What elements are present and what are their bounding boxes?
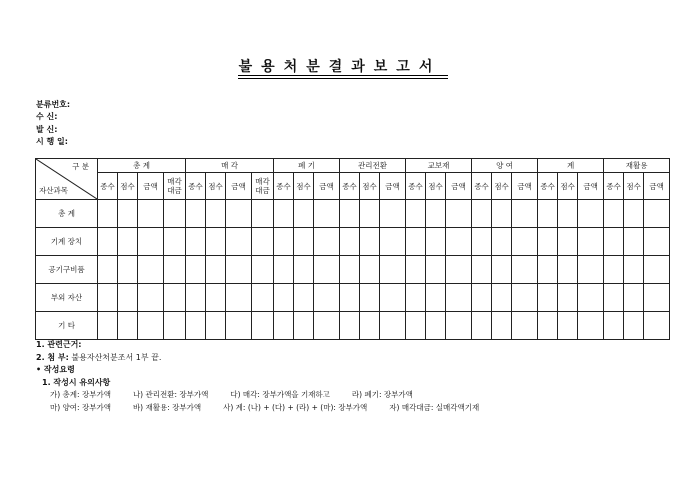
sub-header: 종수: [472, 173, 492, 200]
corner-bottom-label: 자산과목: [39, 186, 68, 195]
row-label: 부외 자산: [36, 284, 98, 312]
title-underline: [238, 75, 448, 76]
row-label: 공기구비품: [36, 256, 98, 284]
group-header: 양 여: [472, 159, 538, 173]
guide-item: 사) 계: (나) + (다) + (라) + (마): 장부가액: [223, 402, 368, 412]
table-row: [36, 312, 670, 340]
disposal-table: [35, 158, 670, 340]
sub-header: 점수: [360, 173, 380, 200]
sub-header: 매각대금: [164, 173, 186, 200]
attachment-value: 불용자산처분조서 1부 끝.: [71, 352, 162, 362]
sub-header: 금액: [512, 173, 538, 200]
group-header: 관리전환: [340, 159, 406, 173]
table-row: [36, 256, 670, 284]
sub-header: 종수: [340, 173, 360, 200]
guide-item: 마) 양여: 장부가액: [50, 402, 111, 412]
from-field: 발 신:: [36, 124, 58, 134]
sub-header: 금액: [380, 173, 406, 200]
table-row: [36, 200, 670, 228]
writing-guide-heading: • 작성요령: [36, 365, 75, 374]
sub-header: 점수: [558, 173, 578, 200]
sub-header: 금액: [644, 173, 670, 200]
group-header: 폐 기: [274, 159, 340, 173]
row-label: 기계 장치: [36, 228, 98, 256]
sub-header: 점수: [294, 173, 314, 200]
sub-header: 금액: [578, 173, 604, 200]
sub-header: 종수: [538, 173, 558, 200]
notes-section: [36, 339, 479, 414]
guide-items-row-2: [36, 402, 479, 415]
sub-header: 금액: [138, 173, 164, 200]
date-field: 시 행 일:: [36, 136, 68, 146]
to-field: 수 신:: [36, 112, 58, 122]
guide-item: 나) 관리전환: 장부가액: [132, 390, 209, 399]
sub-header: 종수: [186, 173, 206, 200]
guide-item: 바) 재활용: 장부가액: [132, 402, 202, 412]
group-header: 계: [538, 159, 604, 173]
sub-header: 점수: [426, 173, 446, 200]
guide-items-row-1: [36, 389, 479, 402]
guide-item: 다) 매각: 장부가액을 기재하고: [230, 390, 330, 399]
sub-header: 금액: [226, 173, 252, 200]
title-underline-2: [238, 78, 448, 79]
related-basis: 1. 관련근거:: [36, 340, 82, 349]
group-header: 매 각: [186, 159, 274, 173]
attachment-label: 2. 첨 부:: [36, 352, 69, 362]
guide-item: 자) 매각대금: 실매각액기재: [389, 402, 480, 412]
table-row: [36, 228, 670, 256]
sub-header: 점수: [206, 173, 226, 200]
sub-header: 종수: [604, 173, 624, 200]
corner-header: [36, 159, 98, 200]
table-row: [36, 284, 670, 312]
group-header: 총 계: [98, 159, 186, 173]
sub-header: 매각대금: [252, 173, 274, 200]
header-fields: [36, 99, 70, 148]
sub-header: 금액: [314, 173, 340, 200]
sub-header: 점수: [624, 173, 644, 200]
corner-top-label: 구 분: [72, 162, 89, 171]
guide-item: 가) 총계: 장부가액: [50, 390, 111, 399]
attachment-line: [36, 352, 479, 365]
guide-subheading: 1. 작성시 유의사항: [42, 377, 111, 387]
class-no-field: 분류번호:: [36, 100, 71, 109]
guide-item: 라) 폐기: 장부가액: [351, 390, 413, 399]
sub-header: 종수: [406, 173, 426, 200]
group-header: 교보재: [406, 159, 472, 173]
row-label: 기 타: [36, 312, 98, 340]
row-label: 총 계: [36, 200, 98, 228]
sub-header: 금액: [446, 173, 472, 200]
sub-header: 종수: [98, 173, 118, 200]
sub-header: 종수: [274, 173, 294, 200]
page-title: 불용처분결과보고서: [238, 59, 442, 75]
group-header: 재활용: [604, 159, 670, 173]
sub-header: 점수: [118, 173, 138, 200]
sub-header: 점수: [492, 173, 512, 200]
